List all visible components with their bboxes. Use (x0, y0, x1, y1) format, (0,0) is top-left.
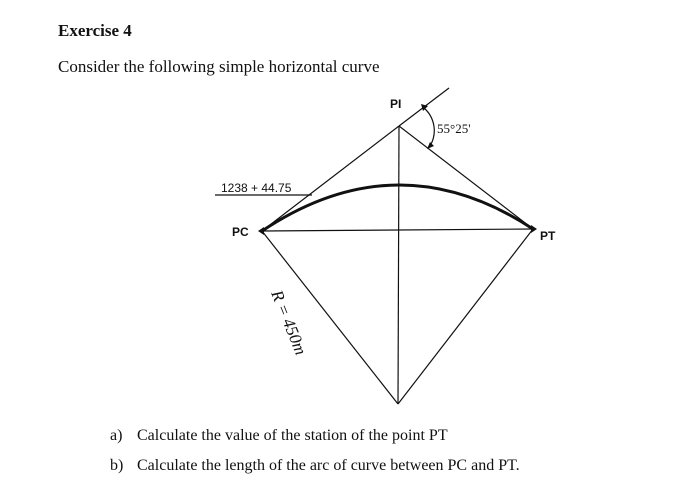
intro-text: Consider the following simple horizontal curve (58, 57, 380, 76)
question-b-label: b) (110, 457, 124, 474)
radius-label: R = 450m (267, 287, 311, 358)
pt-point-marker (531, 225, 537, 233)
angle-arrowhead-bottom (427, 142, 434, 149)
question-a-text: Calculate the value of the station of the point PT (137, 427, 448, 444)
pc-label: PC (232, 225, 249, 239)
tangent-pc-pi (262, 126, 399, 231)
exercise-title: Exercise 4 (58, 21, 132, 40)
bisector-line (398, 126, 399, 404)
question-b (110, 457, 520, 475)
long-chord (262, 229, 533, 231)
deflection-angle-label: 55°25' (437, 121, 471, 136)
deflection-angle-arc (424, 108, 434, 146)
station-label: 1238 + 44.75 (221, 181, 292, 195)
question-a-label: a) (110, 427, 123, 444)
pi-label: PI (390, 97, 402, 111)
radius-pt (398, 229, 533, 404)
pt-label: PT (540, 229, 556, 243)
tangent-pi-pt (399, 126, 533, 229)
circular-curve (262, 185, 533, 231)
question-a (110, 427, 448, 445)
pc-point-marker (258, 227, 264, 235)
question-b-text: Calculate the length of the arc of curve between PC and PT. (137, 457, 520, 474)
